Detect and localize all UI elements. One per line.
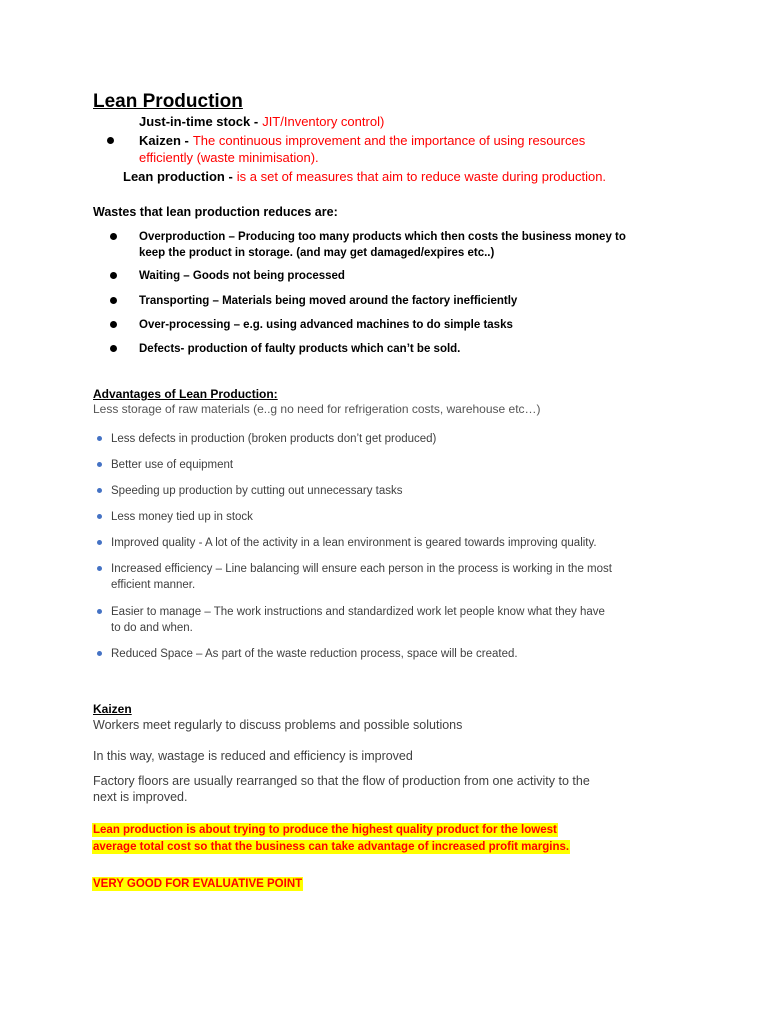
- waste-item: Over-processing – e.g. using advanced machines to do simple tasks: [139, 319, 513, 331]
- highlighted-conclusion-continued: [92, 839, 570, 855]
- bullet-icon: [110, 297, 117, 304]
- waste-item: Transporting – Materials being moved around the factory inefficiently: [139, 295, 518, 307]
- lean-production-label: Lean production -: [123, 169, 233, 184]
- bullet-icon: [97, 609, 102, 614]
- bullet-icon: [97, 514, 102, 519]
- bullet-icon: [110, 321, 117, 328]
- bullet-icon: [97, 436, 102, 441]
- jit-text: JIT/Inventory control): [262, 114, 385, 129]
- advantage-item-continued: efficient manner.: [111, 579, 196, 591]
- kaizen-intro-line: [139, 133, 585, 149]
- advantage-item: Reduced Space – As part of the waste reduction process, space will be created.: [111, 648, 518, 660]
- advantages-heading: Advantages of Lean Production:: [93, 387, 278, 401]
- advantage-item: Less defects in production (broken products don’t get produced): [111, 433, 437, 445]
- wastes-heading: Wastes that lean production reduces are:: [93, 205, 338, 219]
- jit-line: [139, 114, 384, 130]
- highlighted-conclusion: [92, 822, 558, 838]
- waste-item: Waiting – Goods not being processed: [139, 270, 345, 282]
- bullet-icon: [97, 651, 102, 656]
- evaluative-point-text: VERY GOOD FOR EVALUATIVE POINT: [93, 878, 303, 890]
- bullet-icon: [107, 137, 114, 144]
- advantage-item: Easier to manage – The work instructions and standardized work let people know what they have: [111, 606, 605, 618]
- kaizen-paragraph: In this way, wastage is reduced and efficiency is improved: [93, 749, 413, 763]
- lean-production-line: [123, 169, 606, 185]
- advantage-item: Less money tied up in stock: [111, 511, 253, 523]
- jit-label: Just-in-time stock -: [139, 114, 259, 129]
- page-title: Lean Production: [93, 91, 243, 112]
- kaizen-paragraph: Workers meet regularly to discuss problems and possible solutions: [93, 718, 463, 732]
- waste-item-continued: keep the product in storage. (and may get damaged/expires etc..): [139, 247, 495, 259]
- kaizen-label: Kaizen -: [139, 133, 189, 148]
- advantage-item: Better use of equipment: [111, 459, 234, 471]
- advantage-item: Increased efficiency – Line balancing will ensure each person in the process is working in the most: [111, 563, 612, 575]
- waste-item: Overproduction – Producing too many products which then costs the business money to: [139, 231, 626, 243]
- advantage-item: Improved quality - A lot of the activity in a lean environment is geared towards improving quality.: [111, 537, 597, 549]
- kaizen-text-line: efficiently (waste minimisation).: [139, 150, 319, 165]
- advantage-item-continued: to do and when.: [111, 622, 193, 634]
- bullet-icon: [97, 462, 102, 467]
- evaluative-point-note: [92, 876, 303, 892]
- waste-item: Defects- production of faulty products which can’t be sold.: [139, 343, 461, 355]
- bullet-icon: [110, 272, 117, 279]
- lean-production-text: is a set of measures that aim to reduce waste during production.: [236, 169, 607, 184]
- bullet-icon: [97, 488, 102, 493]
- advantage-item: Speeding up production by cutting out unnecessary tasks: [111, 485, 403, 497]
- highlighted-line: Lean production is about trying to produce the highest quality product for the lowest: [93, 824, 557, 836]
- kaizen-paragraph: Factory floors are usually rearranged so that the flow of production from one activity to the: [93, 774, 590, 788]
- kaizen-text-line: The continuous improvement and the importance of using resources: [192, 133, 586, 148]
- bullet-icon: [110, 345, 117, 352]
- advantages-intro: Less storage of raw materials (e..g no need for refrigeration costs, warehouse etc…): [93, 402, 541, 416]
- bullet-icon: [97, 566, 102, 571]
- highlighted-line: average total cost so that the business can take advantage of increased profit margins.: [93, 841, 570, 853]
- kaizen-heading: Kaizen: [93, 702, 132, 716]
- bullet-icon: [97, 540, 102, 545]
- bullet-icon: [110, 233, 117, 240]
- kaizen-paragraph-continued: next is improved.: [93, 790, 188, 804]
